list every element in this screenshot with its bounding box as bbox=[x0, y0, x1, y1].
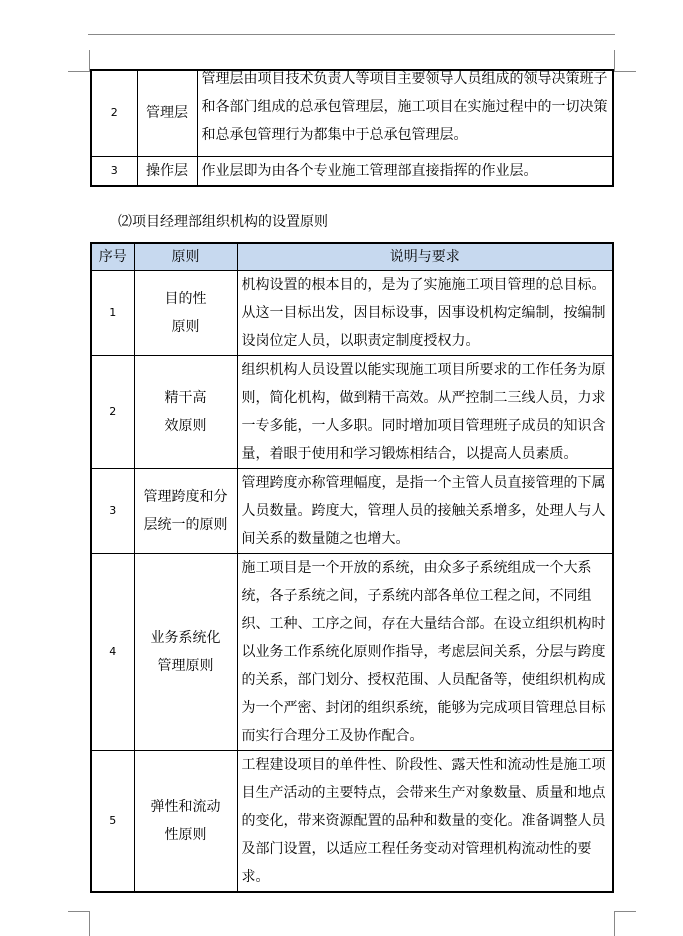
section-caption: ⑵项目经理部组织机构的设置原则 bbox=[118, 214, 328, 230]
row-number: 3 bbox=[91, 156, 137, 186]
row-description: 管理层由项目技术负责人等项目主要领导人员组成的领导决策班子和各部门组成的总承包管理层，施工项目在实施过程中的一切决策和总承包管理行为都集中于总承包管理层。 bbox=[197, 64, 613, 150]
table-row bbox=[91, 355, 613, 468]
crop-mark-bottom-right-v bbox=[614, 911, 615, 936]
row-principle bbox=[134, 468, 237, 553]
row-number: 2 bbox=[91, 70, 137, 156]
table-row bbox=[91, 70, 613, 156]
crop-mark-bottom-left-v bbox=[89, 911, 90, 936]
row-principle bbox=[134, 355, 237, 468]
row-description: 组织机构人员设置以能实现施工项目所要求的工作任务为原则，简化机构，做到精干高效。从严控制二三线人员，力求一专多能，一人多职。同时增加项目管理班子成员的知识含量，着眼于使用和学习锻炼相结合，以提高人员素质。 bbox=[237, 355, 613, 468]
crop-mark-top-right-h bbox=[614, 71, 636, 72]
table-row bbox=[91, 553, 613, 750]
row-principle bbox=[134, 750, 237, 892]
row-description: 作业层即为由各个专业施工管理部直接指挥的作业层。 bbox=[197, 156, 613, 186]
row-number: 4 bbox=[91, 553, 134, 750]
row-number: 5 bbox=[91, 750, 134, 892]
row-principle bbox=[134, 553, 237, 750]
row-level-name: 管理层 bbox=[137, 70, 197, 156]
row-principle-text: 弹性和流动性原则 bbox=[150, 798, 221, 843]
management-levels-table bbox=[90, 69, 614, 187]
principles-table bbox=[90, 242, 614, 893]
row-principle-text: 目的性原则 bbox=[164, 290, 207, 335]
header-number: 序号 bbox=[91, 243, 134, 270]
row-principle-text: 业务系统化管理原则 bbox=[150, 629, 221, 674]
crop-mark-top-left-h bbox=[68, 71, 90, 72]
row-principle bbox=[134, 270, 237, 355]
row-level-name: 操作层 bbox=[137, 156, 197, 186]
table-row bbox=[91, 468, 613, 553]
row-number: 3 bbox=[91, 468, 134, 553]
crop-mark-bottom-left-h bbox=[68, 911, 90, 912]
row-principle-text: 精干高效原则 bbox=[164, 389, 207, 434]
row-number: 1 bbox=[91, 270, 134, 355]
crop-mark-top-right-v bbox=[614, 50, 615, 72]
row-description: 工程建设项目的单件性、阶段性、露天性和流动性是施工项目生产活动的主要特点，会带来生产对象数量、质量和地点的变化，带来资源配置的品种和数量的变化。准备调整人员及部门设置，以适应工程任务变动对管理机构流动性的要求。 bbox=[237, 750, 613, 892]
row-description: 机构设置的根本目的，是为了实施施工项目管理的总目标。从这一目标出发，因目标设事，因事设机构定编制，按编制设岗位定人员，以职责定制度授权力。 bbox=[237, 270, 613, 355]
table-header-row bbox=[91, 243, 613, 270]
crop-mark-bottom-right-h bbox=[614, 911, 636, 912]
header-principle: 原则 bbox=[134, 243, 237, 270]
table-row bbox=[91, 750, 613, 892]
row-principle-text: 管理跨度和分层统一的原则 bbox=[143, 488, 228, 533]
row-description: 施工项目是一个开放的系统，由众多子系统组成一个大系统，各子系统之间，子系统内部各单位工程之间，不同组织、工种、工序之间，存在大量结合部。在设立组织机构时以业务工作系统化原则作指导，考虑层间关系，分层与跨度的关系，部门划分、授权范围、人员配备等，使组织机构成为一个严密、封闭的组织系统，能够为完成项目管理总目标而实行合理分工及协作配合。 bbox=[237, 553, 613, 750]
row-description: 管理跨度亦称管理幅度，是指一个主管人员直接管理的下属人员数量。跨度大，管理人员的接触关系增多，处理人与人间关系的数量随之也增大。 bbox=[237, 468, 613, 553]
row-number: 2 bbox=[91, 355, 134, 468]
table-row bbox=[91, 156, 613, 186]
crop-mark-top-line bbox=[88, 34, 615, 35]
header-description: 说明与要求 bbox=[237, 243, 613, 270]
table-row bbox=[91, 270, 613, 355]
